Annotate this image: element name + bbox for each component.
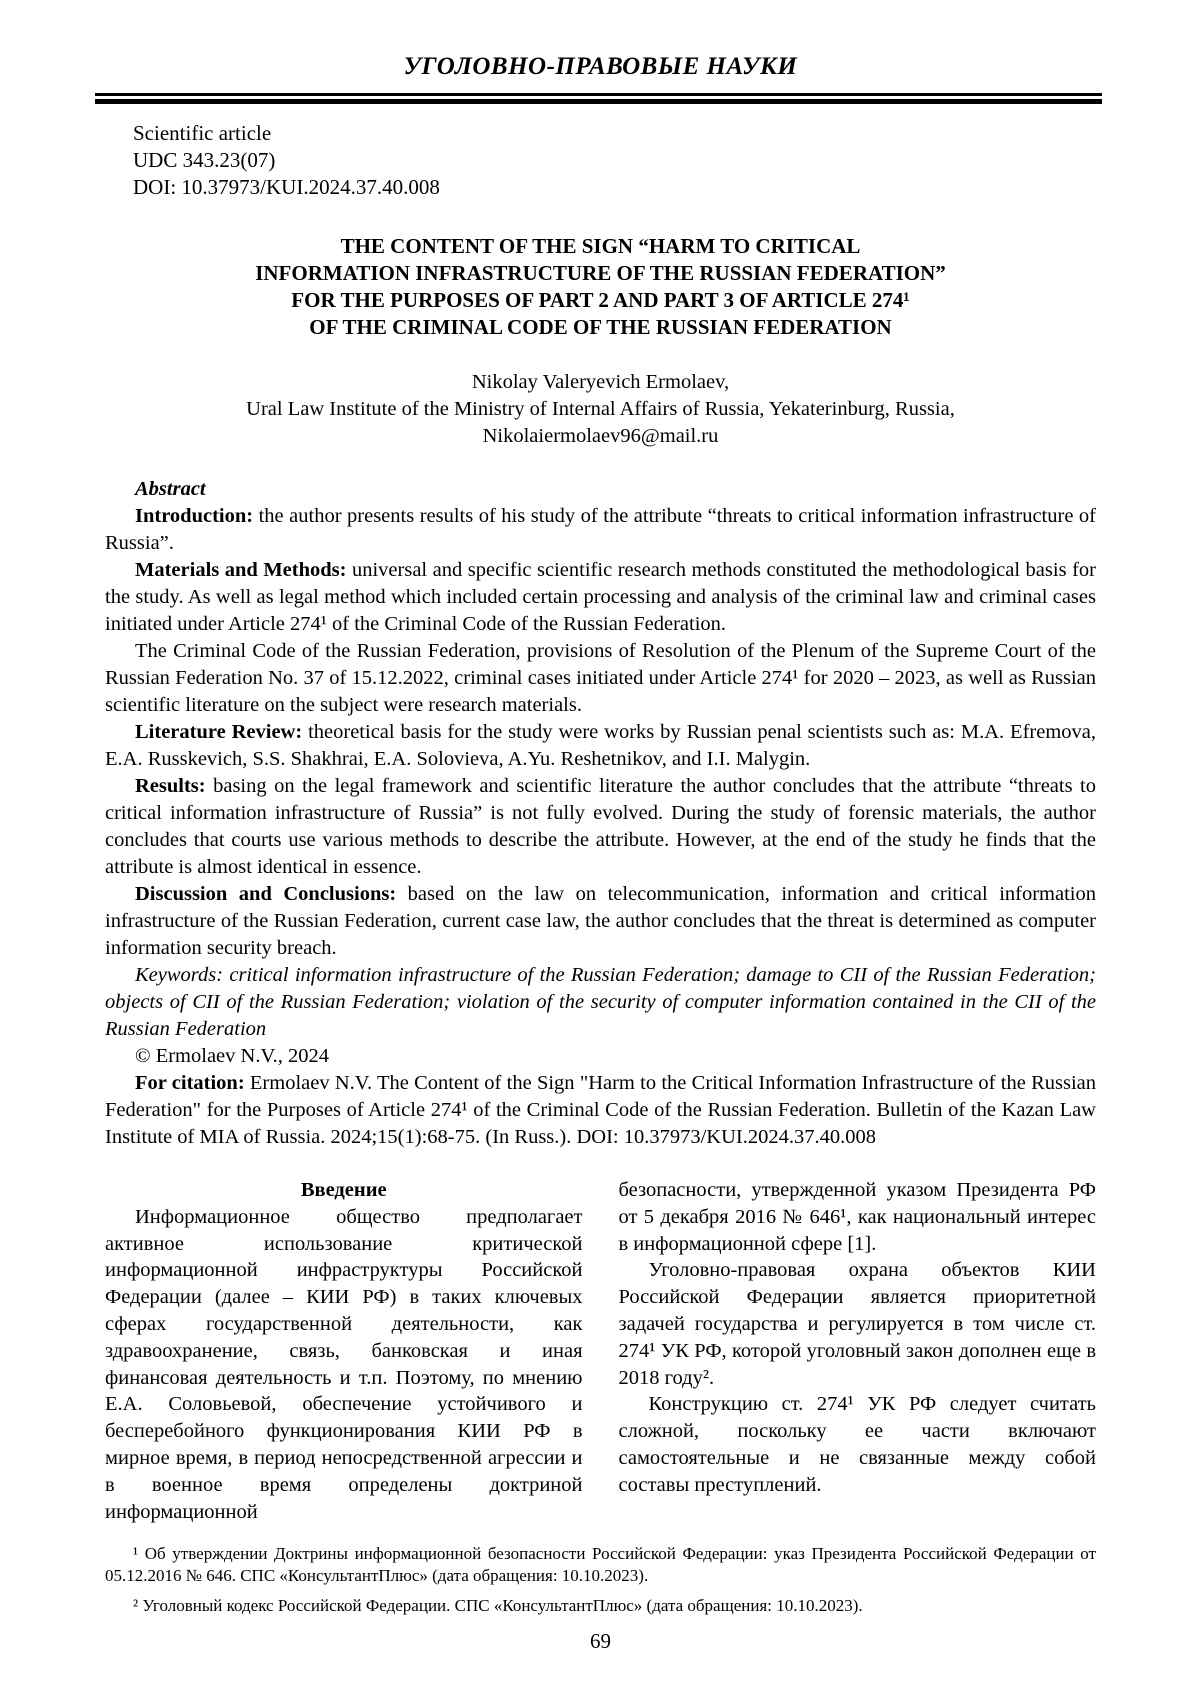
- citation-text: Ermolaev N.V. The Content of the Sign "Harm to the Critical Information Infrastructure of the Russian Federation" for the Purposes of Article 274¹ of the Criminal Code of the Russian Federation. Bulletin of the Kazan Law Institute of MIA of Russia. 2024;15(1):68-75. (In Russ.). DOI: 10.37973/KUI.2024.37.40.008: [105, 1072, 1096, 1148]
- footnote-1: ¹ Об утверждении Доктрины информационной безопасности Российской Федерации: указ Президента Российской Федерации от 05.12.2016 № 646. СПС «КонсультантПлюс» (дата обращения: 10.10.2023).: [105, 1544, 1096, 1586]
- literature-text: theoretical basis for the study were works by Russian penal scientists such as: M.A. Efremova, E.A. Russkevich, S.S. Shakhrai, E.A. Solovieva, A.Yu. Reshetnikov, and I.I. Malygin.: [105, 721, 1097, 770]
- keywords-text: critical information infrastructure of the Russian Federation; damage to CII of the Russian Federation; objects of CII of the Russian Federation; violation of the security of computer information contained in the CII of the Russian Federation: [105, 964, 1096, 1040]
- title-line: FOR THE PURPOSES OF PART 2 AND PART 3 OF ARTICLE 274¹: [291, 288, 910, 312]
- body-paragraph: безопасности, утвержденной указом Президента РФ от 5 декабря 2016 № 646¹, как национальный интерес в информационной сфере [1].: [618, 1179, 1096, 1255]
- footnotes-section: [105, 1543, 1096, 1617]
- article-type: Scientific article: [133, 121, 272, 145]
- copyright-line: © Ermolaev N.V., 2024: [135, 1045, 329, 1067]
- abstract-materials-continued: The Criminal Code of the Russian Federation, provisions of Resolution of the Plenum of the Supreme Court of the Russian Federation No. 37 of 15.12.2022, criminal cases initiated under Article 274¹ for 2020 – 2023, as well as Russian scientific literature on the subject were research materials.: [105, 640, 1096, 716]
- abstract-literature: [105, 719, 1096, 773]
- divider-thin-rule: [95, 93, 1102, 96]
- abstract-materials: [105, 557, 1096, 638]
- author-name: Nikolay Valeryevich Ermolaev,: [471, 371, 730, 393]
- discussion-text: based on the law on telecommunication, information and critical information infrastructure of the Russian Federation, current case law, the author concludes that the threat is determined as computer information security breach.: [105, 883, 1096, 959]
- body-paragraph: Информационное общество предполагает активное использование критической информационной инфраструктуры Российской Федерации (далее – КИИ РФ) в таких ключевых сферах государственной деятельности, как здравоохранение, связь, банковская и иная финансовая деятельность и т.п. Поэтому, по мнению Е.А. Соловьевой, обеспечение устойчивого и бесперебойного функционирования КИИ РФ в мирное время, в период непосредственной агрессии и в военное время определены доктриной информационной: [105, 1205, 583, 1523]
- body-paragraph: Конструкцию ст. 274¹ УК РФ следует считать сложной, поскольку ее части включают самостоятельные и не связанные между собой составы преступлений.: [618, 1393, 1096, 1496]
- body-paragraph: Уголовно-правовая охрана объектов КИИ Российской Федерации является приоритетной задачей государства и регулируется в том числе ст. 274¹ УК РФ, которой уголовный закон дополнен еще в 2018 году².: [618, 1259, 1096, 1389]
- abstract-results: [105, 773, 1096, 881]
- citation-label: For citation:: [135, 1072, 245, 1094]
- keywords-label: Keywords:: [135, 964, 224, 986]
- article-meta: [133, 120, 1096, 201]
- right-column: [619, 1177, 1097, 1525]
- literature-label: Literature Review:: [135, 721, 303, 743]
- introduction-text: the author presents results of his study of the attribute “threats to critical information infrastructure of Russia”.: [105, 505, 1096, 554]
- page-number: 69: [590, 1629, 611, 1654]
- doi-code: DOI: 10.37973/KUI.2024.37.40.008: [133, 175, 440, 199]
- introduction-label: Introduction:: [135, 505, 254, 527]
- results-label: Results:: [135, 775, 206, 797]
- author-block: [105, 369, 1096, 450]
- header-divider: [95, 93, 1102, 104]
- introduction-heading: Введение: [300, 1179, 387, 1201]
- author-email: Nikolaiermolaev96@mail.ru: [482, 425, 719, 447]
- abstract-heading: Abstract: [135, 478, 206, 500]
- left-column: [105, 1177, 583, 1525]
- abstract-introduction: [105, 503, 1096, 557]
- title-line: OF THE CRIMINAL CODE OF THE RUSSIAN FEDERATION: [309, 315, 892, 339]
- keywords: [105, 962, 1096, 1043]
- abstract-discussion: [105, 881, 1096, 962]
- article-title: [105, 233, 1096, 341]
- body-columns: [105, 1177, 1096, 1525]
- abstract-section: [105, 476, 1096, 1151]
- results-text: basing on the legal framework and scientific literature the author concludes that the attribute “threats to critical information infrastructure of Russia” is not fully evolved. During the study of forensic materials, the author concludes that courts use various methods to describe the attribute. However, at the end of the study he finds that the attribute is almost identical in essence.: [105, 775, 1096, 878]
- udc-code: UDC 343.23(07): [133, 148, 276, 172]
- title-line: THE CONTENT OF THE SIGN “HARM TO CRITICAL: [340, 234, 861, 258]
- title-line: INFORMATION INFRASTRUCTURE OF THE RUSSIAN FEDERATION”: [255, 261, 946, 285]
- divider-thick-rule: [95, 99, 1102, 104]
- discussion-label: Discussion and Conclusions:: [135, 883, 397, 905]
- section-rubric: УГОЛОВНО-ПРАВОВЫЕ НАУКИ: [403, 53, 798, 80]
- author-affiliation: Ural Law Institute of the Ministry of Internal Affairs of Russia, Yekaterinburg, Russia,: [246, 398, 955, 420]
- materials-label: Materials and Methods:: [135, 559, 347, 581]
- for-citation: [105, 1070, 1096, 1151]
- materials-text: universal and specific scientific research methods constituted the methodological basis for the study. As well as legal method which included certain processing and analysis of the criminal law and criminal cases initiated under Article 274¹ of the Criminal Code of the Russian Federation.: [105, 559, 1096, 635]
- footnote-2: ² Уголовный кодекс Российской Федерации. СПС «КонсультантПлюс» (дата обращения: 10.10.2023).: [133, 1596, 863, 1616]
